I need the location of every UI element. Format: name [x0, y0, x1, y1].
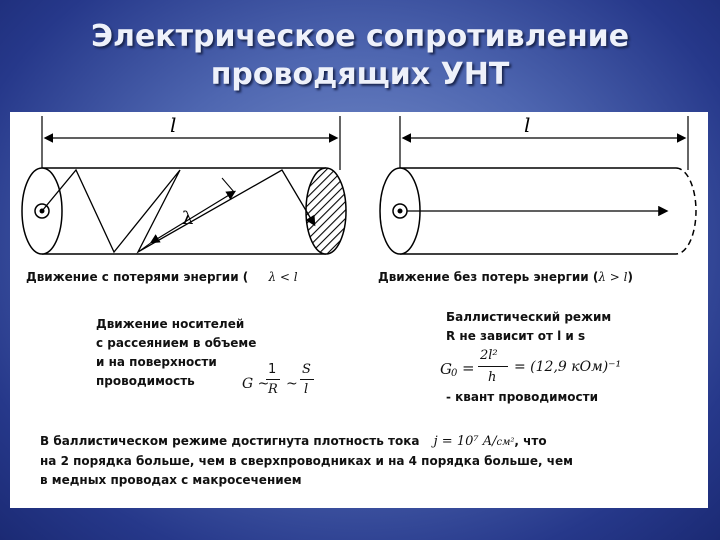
right-block-line-2: R не зависит от l и s [446, 329, 586, 343]
right-caption: Движение без потерь энергии (λ > l) [378, 270, 633, 284]
left-block-line-1: Движение носителей [96, 317, 245, 331]
scattering-path [42, 170, 314, 252]
formula-denominator: h [488, 370, 497, 385]
formula-eq1: = [462, 359, 475, 377]
title-line-2: проводящих УНТ [210, 57, 510, 92]
formula-tilde: ~ [286, 376, 298, 392]
mean-free-path-label: λ [182, 208, 194, 229]
left-tube-hatched-end [306, 168, 346, 254]
right-length-label: l [524, 113, 531, 137]
content-panel [10, 112, 708, 508]
right-tube-dashed-end [676, 168, 696, 254]
left-tube-lossy [22, 113, 346, 254]
formula-s: S [302, 362, 311, 377]
conductance-formula [242, 362, 320, 402]
conductance-quantum-formula [440, 346, 640, 390]
bottom-line-3: в медных проводах с макросечением [40, 473, 302, 487]
formula-eq2: = (12,9 кОм)⁻¹ [514, 359, 622, 375]
bottom-line-1: В баллистическом режиме достигнута плотность тока j = 10⁷ A/см², что [40, 434, 547, 449]
formula-g0: G [440, 360, 452, 378]
formula-l: l [304, 382, 309, 397]
bottom-line-2: на 2 порядка больше, чем в сверхпроводниках и на 4 порядка больше, чем [40, 454, 573, 468]
left-caption: Движение с потерями энергии ( λ < l [26, 270, 298, 284]
current-density-formula: j = 10⁷ A/ [433, 434, 497, 449]
right-block-line-1: Баллистический режим [446, 310, 612, 324]
right-tube-ballistic [380, 113, 696, 254]
right-block-caption: - квант проводимости [446, 390, 599, 404]
formula-g: G ~ [242, 376, 270, 392]
title-line-1: Электрическое сопротивление [90, 19, 630, 54]
left-block-line-2: с рассеянием в объеме [96, 336, 257, 350]
formula-r: R [268, 382, 278, 397]
left-length-label: l [170, 113, 177, 137]
nanotube-diagram [10, 112, 708, 262]
left-block-line-3: и на поверхности [96, 355, 217, 369]
formula-numerator: 2l² [480, 348, 498, 363]
formula-g0-sub: 0 [451, 368, 458, 379]
formula-one: 1 [268, 362, 277, 377]
left-block-line-4: проводимость [96, 374, 195, 388]
